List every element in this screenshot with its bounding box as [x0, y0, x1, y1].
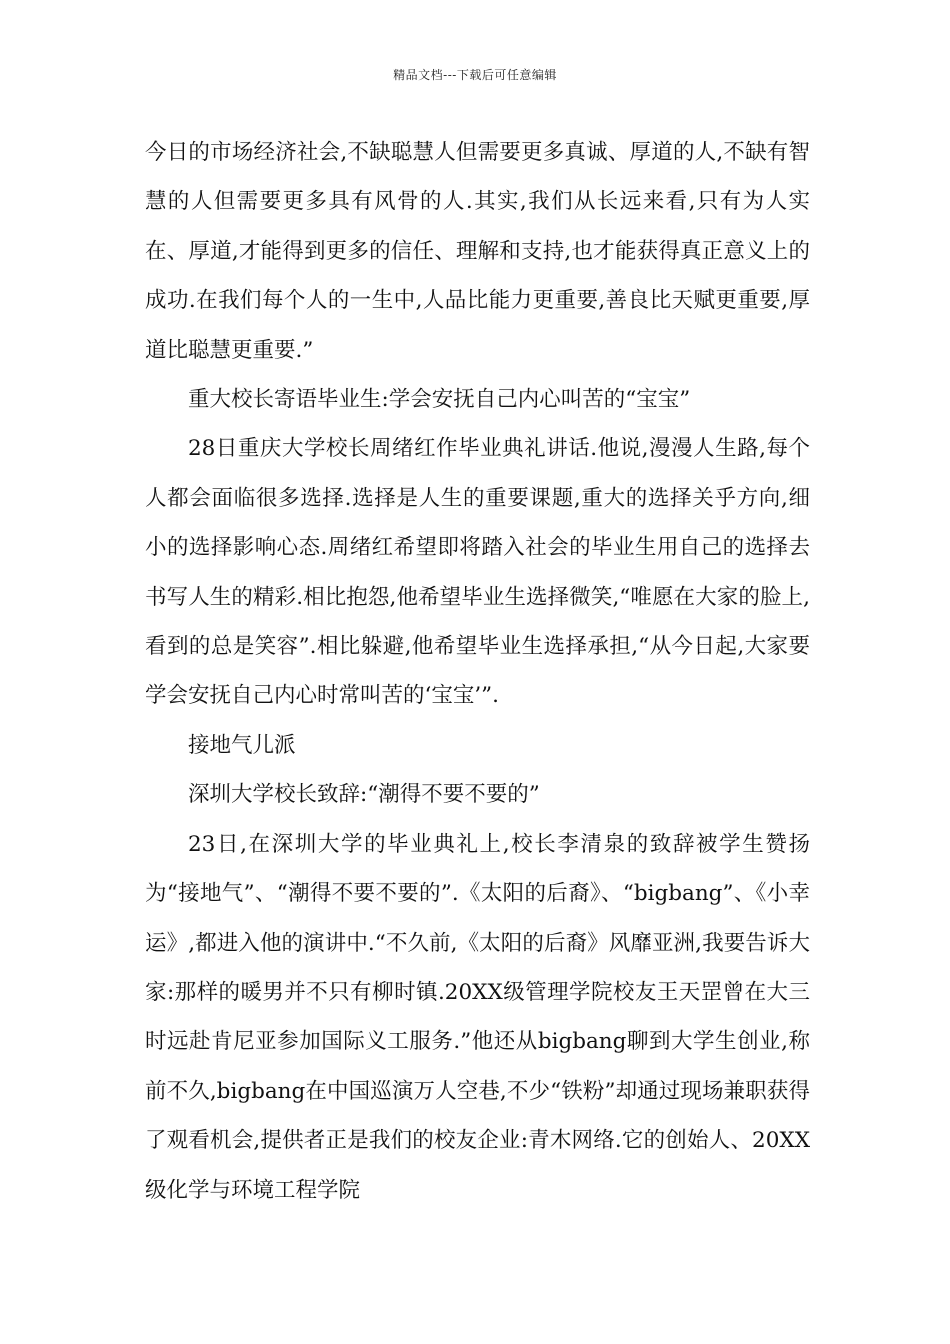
document-body [145, 128, 810, 1215]
heading-shenzhen-university: 深圳大学校长致辞:“潮得不要不要的” [188, 782, 540, 808]
heading-chongqing-university: 重大校长寄语毕业生:学会安抚自己内心叫苦的“宝宝” [188, 387, 691, 413]
section-heading: 接地气儿派 [188, 732, 296, 758]
paragraph-3: 23日,在深圳大学的毕业典礼上,校长李清泉的致辞被学生赞扬为“接地气”、“潮得不要不要的”.《太阳的后裔》、“bigbang”、《小幸运》,都进入他的演讲中.“不久前,《太阳的后裔》风靡亚洲,我要告诉大家:那样的暖男并不只有柳时镇.20XX级管理学院校友王天罡曾在大三时远赴肯尼亚参加国际义工服务.”他还从bigbang聊到大学生创业,称前不久,bigbang在中国巡演万人空巷,不少“铁粉”却通过现场兼职获得了观看机会,提供者正是我们的校友企业:青木网络.它的创始人、20XX级化学与环境工程学院 [145, 831, 810, 1203]
paragraph-1: 今日的市场经济社会,不缺聪慧人但需要更多真诚、厚道的人,不缺有智慧的人但需要更多具有风骨的人.其实,我们从长远来看,只有为人实在、厚道,才能得到更多的信任、理解和支持,也才能获得真正意义上的成功.在我们每个人的一生中,人品比能力更重要,善良比天赋更重要,厚道比聪慧更重要.” [145, 140, 810, 363]
paragraph-2: 28日重庆大学校长周绪红作毕业典礼讲话.他说,漫漫人生路,每个人都会面临很多选择.选择是人生的重要课题,重大的选择关乎方向,细小的选择影响心态.周绪红希望即将踏入社会的毕业生用自己的选择去书写人生的精彩.相比抱怨,他希望毕业生选择微笑,“唯愿在大家的脸上,看到的总是笑容”.相比躲避,他希望毕业生选择承担,“从今日起,大家要学会安抚自己内心时常叫苦的‘宝宝’”. [145, 436, 810, 709]
page-header: 精品文档---下载后可任意编辑 [393, 68, 557, 82]
